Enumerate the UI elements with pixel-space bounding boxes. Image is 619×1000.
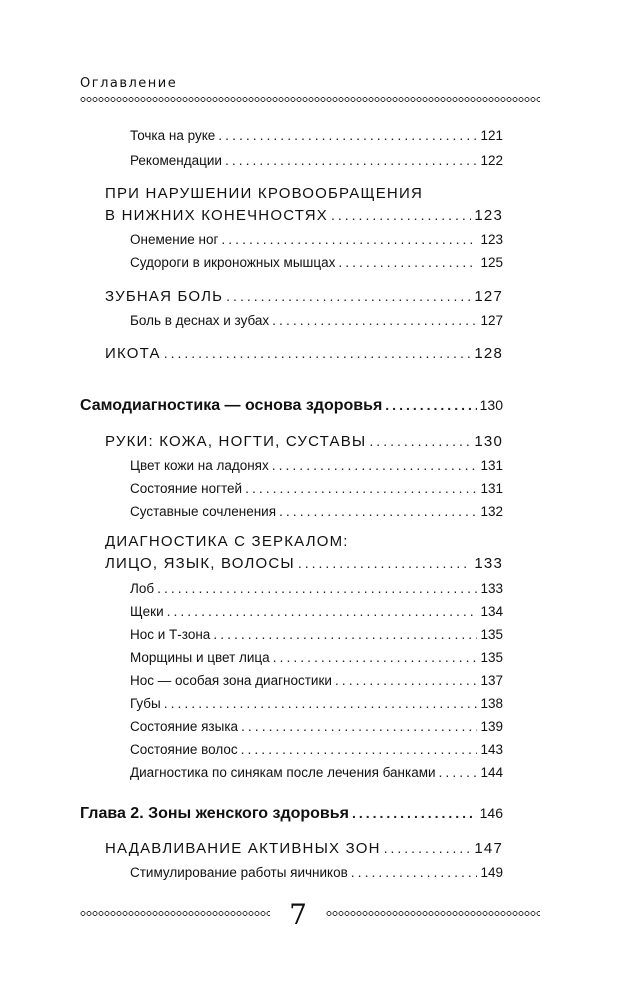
dot-leader: [157, 580, 477, 596]
dot-leader: [218, 127, 477, 143]
toc-entry-page: 138: [480, 696, 503, 711]
dot-leader: [384, 840, 472, 856]
toc-entry-title: Состояние языка: [130, 719, 239, 734]
ornament-divider-top: [80, 96, 540, 103]
toc-entry-page: 123: [480, 232, 503, 247]
dot-leader: [164, 695, 478, 711]
dot-leader: [221, 231, 477, 247]
toc-entry-page: 133: [474, 555, 503, 572]
toc-entry-title: РУКИ: КОЖА, НОГТИ, СУСТАВЫ: [105, 433, 367, 450]
toc-entry-page: 149: [480, 865, 503, 880]
toc-entry[interactable]: [130, 649, 503, 665]
toc-entry-page: 134: [480, 604, 503, 619]
toc-entry-page: 131: [480, 481, 503, 496]
toc-entry[interactable]: [130, 457, 503, 473]
dot-leader: [245, 480, 477, 496]
dot-leader: [385, 397, 476, 413]
dot-leader: [164, 345, 472, 361]
toc-entry-page: 133: [480, 581, 503, 596]
dot-leader: [167, 603, 478, 619]
toc-entry-title: Цвет кожи на ладонях: [130, 458, 269, 473]
toc-entry-title: ИКОТА: [105, 345, 161, 362]
dot-leader: [272, 457, 478, 473]
toc-entry[interactable]: [130, 764, 503, 780]
dot-leader: [352, 805, 477, 821]
toc-entry[interactable]: [130, 718, 503, 734]
toc-entry-title: Самодиагностика — основа здоровья: [80, 397, 383, 414]
toc-entry-title: Диагностика по синякам после лечения банками: [130, 765, 436, 780]
toc-entry-title: Судороги в икроножных мышцах: [130, 255, 336, 270]
toc-entry-page: 146: [479, 805, 503, 821]
toc-entry-title: В НИЖНИХ КОНЕЧНОСТЯХ: [105, 207, 328, 224]
toc-entry-title: НАДАВЛИВАНИЕ АКТИВНЫХ ЗОН: [105, 840, 381, 857]
toc-entry-title: Губы: [130, 696, 161, 711]
toc-section-entry[interactable]: [105, 555, 503, 572]
ornament-divider-bottom-left: [80, 910, 270, 917]
toc-entry[interactable]: [130, 603, 503, 619]
toc-entry[interactable]: [130, 231, 503, 247]
toc-entry-title: Состояние волос: [130, 742, 238, 757]
ornament-divider-bottom-right: [326, 910, 540, 917]
toc-entry-title: Рекомендации: [130, 153, 222, 168]
toc-entry-page: 127: [480, 313, 503, 328]
dot-leader: [279, 503, 477, 519]
toc-entry[interactable]: [130, 580, 503, 596]
dot-leader: [241, 741, 478, 757]
toc-entry-page: 128: [474, 345, 503, 362]
toc-entry-page: 123: [474, 207, 503, 224]
toc-entry-title: Боль в деснах и зубах: [130, 313, 270, 328]
toc-entry-page: 131: [480, 458, 503, 473]
toc-section-entry[interactable]: [105, 840, 503, 857]
toc-entry-page: 130: [474, 433, 503, 450]
toc-entry[interactable]: [130, 480, 503, 496]
page-number: 7: [289, 898, 307, 931]
toc-entry-page: 121: [480, 128, 503, 143]
dot-leader: [335, 672, 478, 688]
toc-entry[interactable]: [130, 127, 503, 143]
toc-entry[interactable]: [130, 864, 503, 880]
toc-section-entry[interactable]: [105, 433, 503, 450]
toc-entry-title: Нос — особая зона диагностики: [130, 673, 332, 688]
toc-entry-title: Точка на руке: [130, 128, 216, 143]
toc-entry[interactable]: [130, 741, 503, 757]
dot-leader: [272, 312, 477, 328]
toc-entry-page: 147: [474, 840, 503, 857]
toc-entry[interactable]: [130, 626, 503, 642]
toc-entry-page: 130: [479, 397, 503, 413]
toc-section-entry[interactable]: [105, 207, 503, 224]
running-header: Оглавление: [80, 76, 178, 91]
toc-entry-page: 122: [480, 153, 503, 168]
dot-leader: [331, 207, 471, 223]
toc-entry-page: 143: [480, 742, 503, 757]
toc-entry-title: Онемение ног: [130, 232, 219, 247]
toc-section-title-line[interactable]: ДИАГНОСТИКА С ЗЕРКАЛОМ:: [105, 533, 349, 550]
toc-entry-page: 135: [480, 627, 503, 642]
toc-entry-title: Состояние ногтей: [130, 481, 243, 496]
toc-entry-page: 127: [474, 288, 503, 305]
toc-entry[interactable]: [130, 695, 503, 711]
dot-leader: [225, 152, 478, 168]
toc-entry[interactable]: [130, 152, 503, 168]
dot-leader: [351, 864, 478, 880]
toc-entry[interactable]: [130, 254, 503, 270]
toc-entry-page: 137: [480, 673, 503, 688]
toc-section-entry[interactable]: [105, 288, 503, 305]
toc-entry[interactable]: [130, 672, 503, 688]
toc-section-title-line[interactable]: ПРИ НАРУШЕНИИ КРОВООБРАЩЕНИЯ: [105, 185, 423, 202]
toc-entry-title: Суставные сочленения: [130, 504, 277, 519]
toc-chapter-entry[interactable]: [80, 805, 503, 823]
toc-entry-title: Глава 2. Зоны женского здоровья: [80, 805, 349, 822]
toc-chapter-entry[interactable]: [80, 397, 503, 415]
dot-leader: [273, 649, 478, 665]
toc-entry-page: 135: [480, 650, 503, 665]
toc-section-entry[interactable]: [105, 345, 503, 362]
toc-entry-page: 125: [480, 255, 503, 270]
dot-leader: [241, 718, 477, 734]
dot-leader: [338, 254, 477, 270]
dot-leader: [213, 626, 477, 642]
toc-entry[interactable]: [130, 312, 503, 328]
toc-entry-title: Лоб: [130, 581, 155, 596]
toc-entry-title: ЗУБНАЯ БОЛЬ: [105, 288, 224, 305]
toc-entry[interactable]: [130, 503, 503, 519]
toc-entry-title: Морщины и цвет лица: [130, 650, 270, 665]
dot-leader: [298, 555, 471, 571]
toc-entry-page: 144: [480, 765, 503, 780]
toc-entry-page: 139: [480, 719, 503, 734]
dot-leader: [226, 288, 471, 304]
dot-leader: [369, 433, 471, 449]
toc-entry-title: Стимулирование работы яичников: [130, 865, 348, 880]
dot-leader: [439, 764, 478, 780]
toc-entry-page: 132: [480, 504, 503, 519]
toc-entry-title: Щеки: [130, 604, 164, 619]
toc-entry-title: Нос и Т-зона: [130, 627, 211, 642]
toc-entry-title: ЛИЦО, ЯЗЫК, ВОЛОСЫ: [105, 555, 295, 572]
